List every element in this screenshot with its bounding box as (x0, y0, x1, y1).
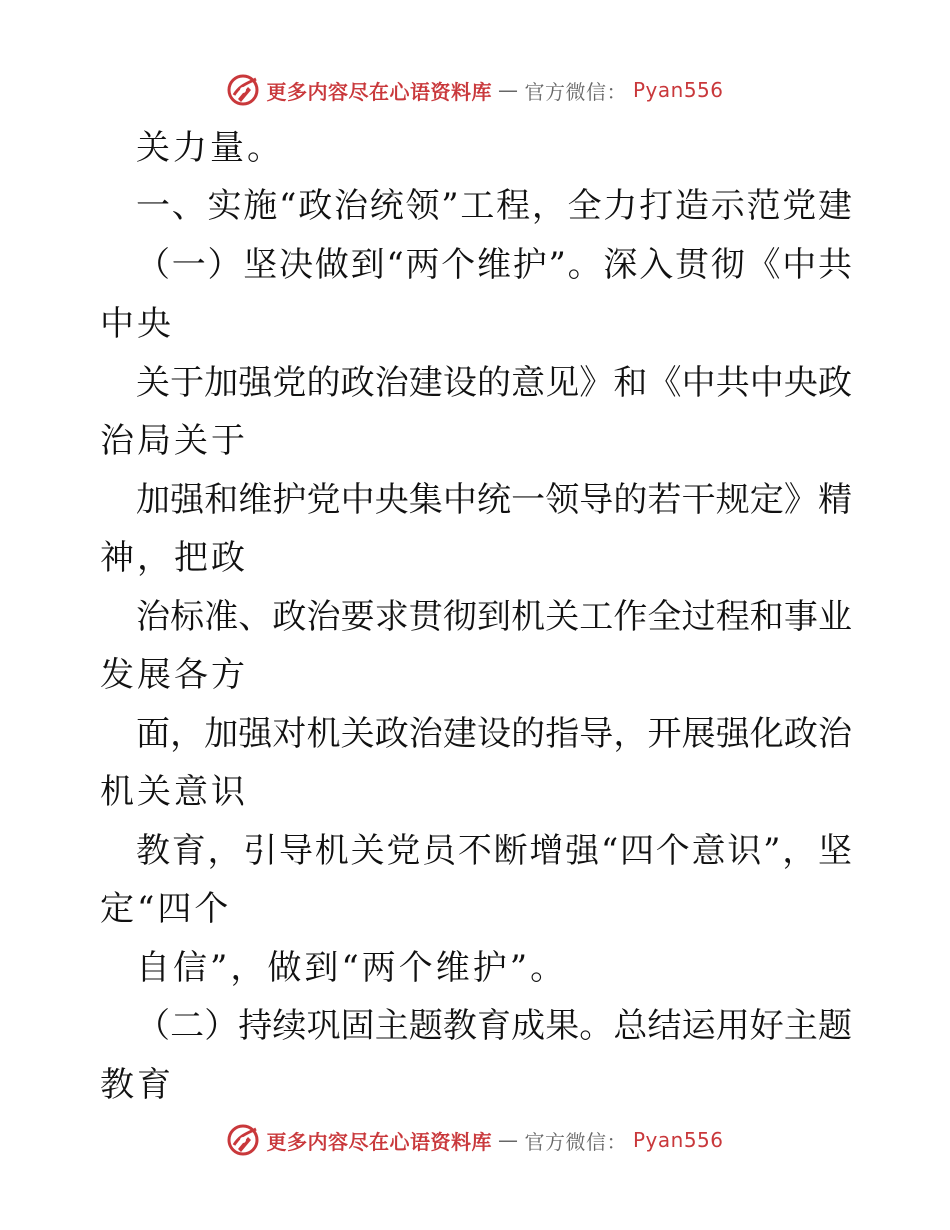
watermark-main-text: 更多内容尽在心语资料库 (266, 1129, 492, 1154)
watermark-main-text: 更多内容尽在心语资料库 (266, 79, 492, 104)
text-line: 发展各方 (100, 655, 248, 695)
text-line: （二）持续巩固主题教育成果。总结运用好主题 (136, 1006, 852, 1046)
header-watermark (0, 70, 950, 110)
watermark-dash: — (497, 78, 519, 102)
text-line: 定“四个 (100, 889, 232, 929)
footer-watermark (0, 1120, 950, 1160)
pen-logo-icon (226, 1123, 260, 1157)
text-line: 教育 (100, 1065, 174, 1105)
pen-logo-icon (226, 73, 260, 107)
watermark-label: 官方微信： (524, 1129, 627, 1154)
text-line: 关力量。 (136, 128, 284, 168)
text-line: 治局关于 (100, 421, 248, 461)
watermark-label: 官方微信： (524, 79, 627, 104)
section-heading: 一、实施“政治统领”工程，全力打造示范党建 (136, 186, 852, 226)
watermark-wechat-id: Pyan556 (632, 1128, 724, 1152)
watermark-dash: — (497, 1128, 519, 1152)
text-line: 神，把政 (100, 538, 248, 578)
text-line: 中央 (100, 304, 174, 344)
text-line: 加强和维护党中央集中统一领导的若干规定》精 (136, 480, 852, 520)
text-line: 面，加强对机关政治建设的指导，开展强化政治 (136, 714, 852, 754)
text-line: 自信”，做到“两个维护”。 (136, 948, 568, 988)
text-line: 治标准、政治要求贯彻到机关工作全过程和事业 (136, 597, 852, 637)
text-line: 关于加强党的政治建设的意见》和《中共中央政 (136, 363, 852, 403)
text-line: 机关意识 (100, 772, 248, 812)
text-line: 教育，引导机关党员不断增强“四个意识”，坚 (136, 831, 852, 871)
watermark-wechat-id: Pyan556 (632, 78, 724, 102)
text-line: （一）坚决做到“两个维护”。深入贯彻《中共 (136, 245, 852, 285)
